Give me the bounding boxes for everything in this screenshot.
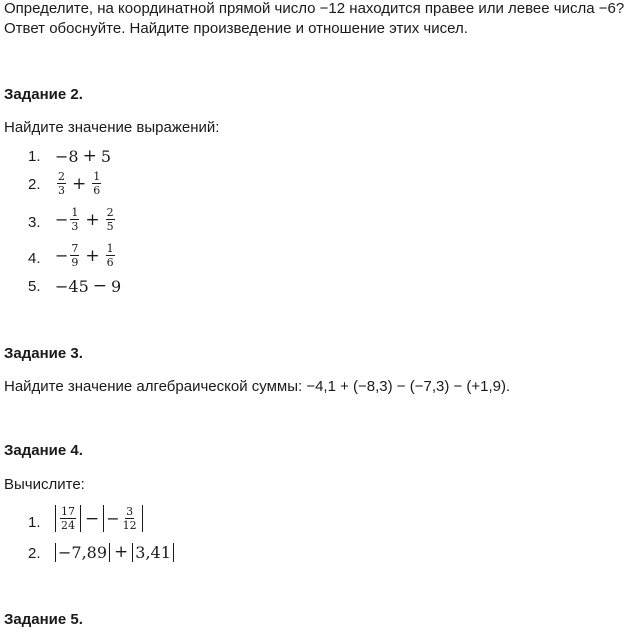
absolute-value [132, 543, 174, 562]
sign: − [55, 210, 69, 229]
numerator: 2 [58, 170, 65, 183]
operator: + [85, 245, 100, 266]
denominator: 3 [71, 220, 79, 233]
denominator: 24 [61, 519, 75, 532]
fraction [106, 242, 115, 269]
task2-item-3-expression [55, 206, 117, 233]
numerator: 2 [106, 206, 114, 219]
fraction [70, 242, 79, 269]
task3-prompt: Найдите значение алгебраической суммы: −4,1 + (−8,3) − (−7,3) − (+1,9). [4, 378, 511, 395]
task4-item-2-expression [55, 542, 174, 562]
task5-heading: Задание 5. [4, 611, 83, 628]
fraction [70, 206, 79, 233]
absolute-value [103, 505, 142, 532]
operand-a: −7,89 [58, 542, 108, 562]
denominator: 3 [58, 184, 65, 197]
intro-line-2: Ответ обоснуйте. Найдите произведение и отношение этих чисел. [4, 20, 468, 37]
denominator: 6 [106, 256, 114, 269]
operator: − [92, 276, 108, 296]
numerator: 3 [126, 505, 134, 518]
fraction [60, 505, 76, 532]
task2-item-2-expression [55, 170, 103, 197]
operand-a: −45 [55, 276, 89, 296]
operator: − [85, 508, 100, 529]
numerator: 7 [71, 242, 79, 255]
numerator: 1 [106, 242, 114, 255]
task2-heading: Задание 2. [4, 86, 83, 103]
task4-heading: Задание 4. [4, 442, 83, 459]
task4-prompt: Вычислите: [4, 476, 85, 493]
task3-heading: Задание 3. [4, 345, 83, 362]
denominator: 5 [106, 220, 114, 233]
operator: + [72, 173, 87, 194]
task2-item-1-number: 1. [28, 148, 41, 165]
task2-item-4-expression [55, 242, 117, 269]
denominator: 6 [93, 184, 101, 197]
absolute-value [55, 505, 81, 532]
operand-b: 9 [111, 276, 122, 296]
absolute-value [55, 543, 110, 562]
intro-line-1: Определите, на координатной прямой число −12 находится правее или левее числа −6? [4, 0, 625, 17]
task2-item-3-number: 3. [28, 214, 41, 231]
operand-a: −8 [55, 146, 79, 166]
fraction [106, 206, 115, 233]
operator: + [114, 542, 129, 562]
task2-item-2-number: 2. [28, 176, 41, 193]
operand-b: 5 [100, 146, 112, 166]
sign: − [106, 509, 120, 528]
task4-item-1-expression [55, 505, 143, 532]
task4-item-2-number: 2. [28, 545, 41, 562]
numerator: 17 [61, 505, 75, 518]
task2-item-1-expression [55, 146, 111, 166]
fraction [122, 505, 138, 532]
operator: + [82, 146, 97, 166]
fraction [92, 170, 101, 197]
task2-item-5-expression [55, 276, 121, 296]
task2-item-4-number: 4. [28, 250, 41, 267]
numerator: 1 [93, 170, 101, 183]
denominator: 12 [122, 519, 137, 532]
task4-item-1-number: 1. [28, 514, 41, 531]
task2-item-5-number: 5. [28, 278, 41, 295]
fraction [57, 170, 66, 197]
task2-prompt: Найдите значение выражений: [4, 119, 220, 136]
operand-b: 3,41 [135, 542, 171, 562]
numerator: 1 [71, 206, 79, 219]
sign: − [55, 246, 69, 265]
denominator: 9 [71, 256, 79, 269]
operator: + [85, 209, 100, 230]
